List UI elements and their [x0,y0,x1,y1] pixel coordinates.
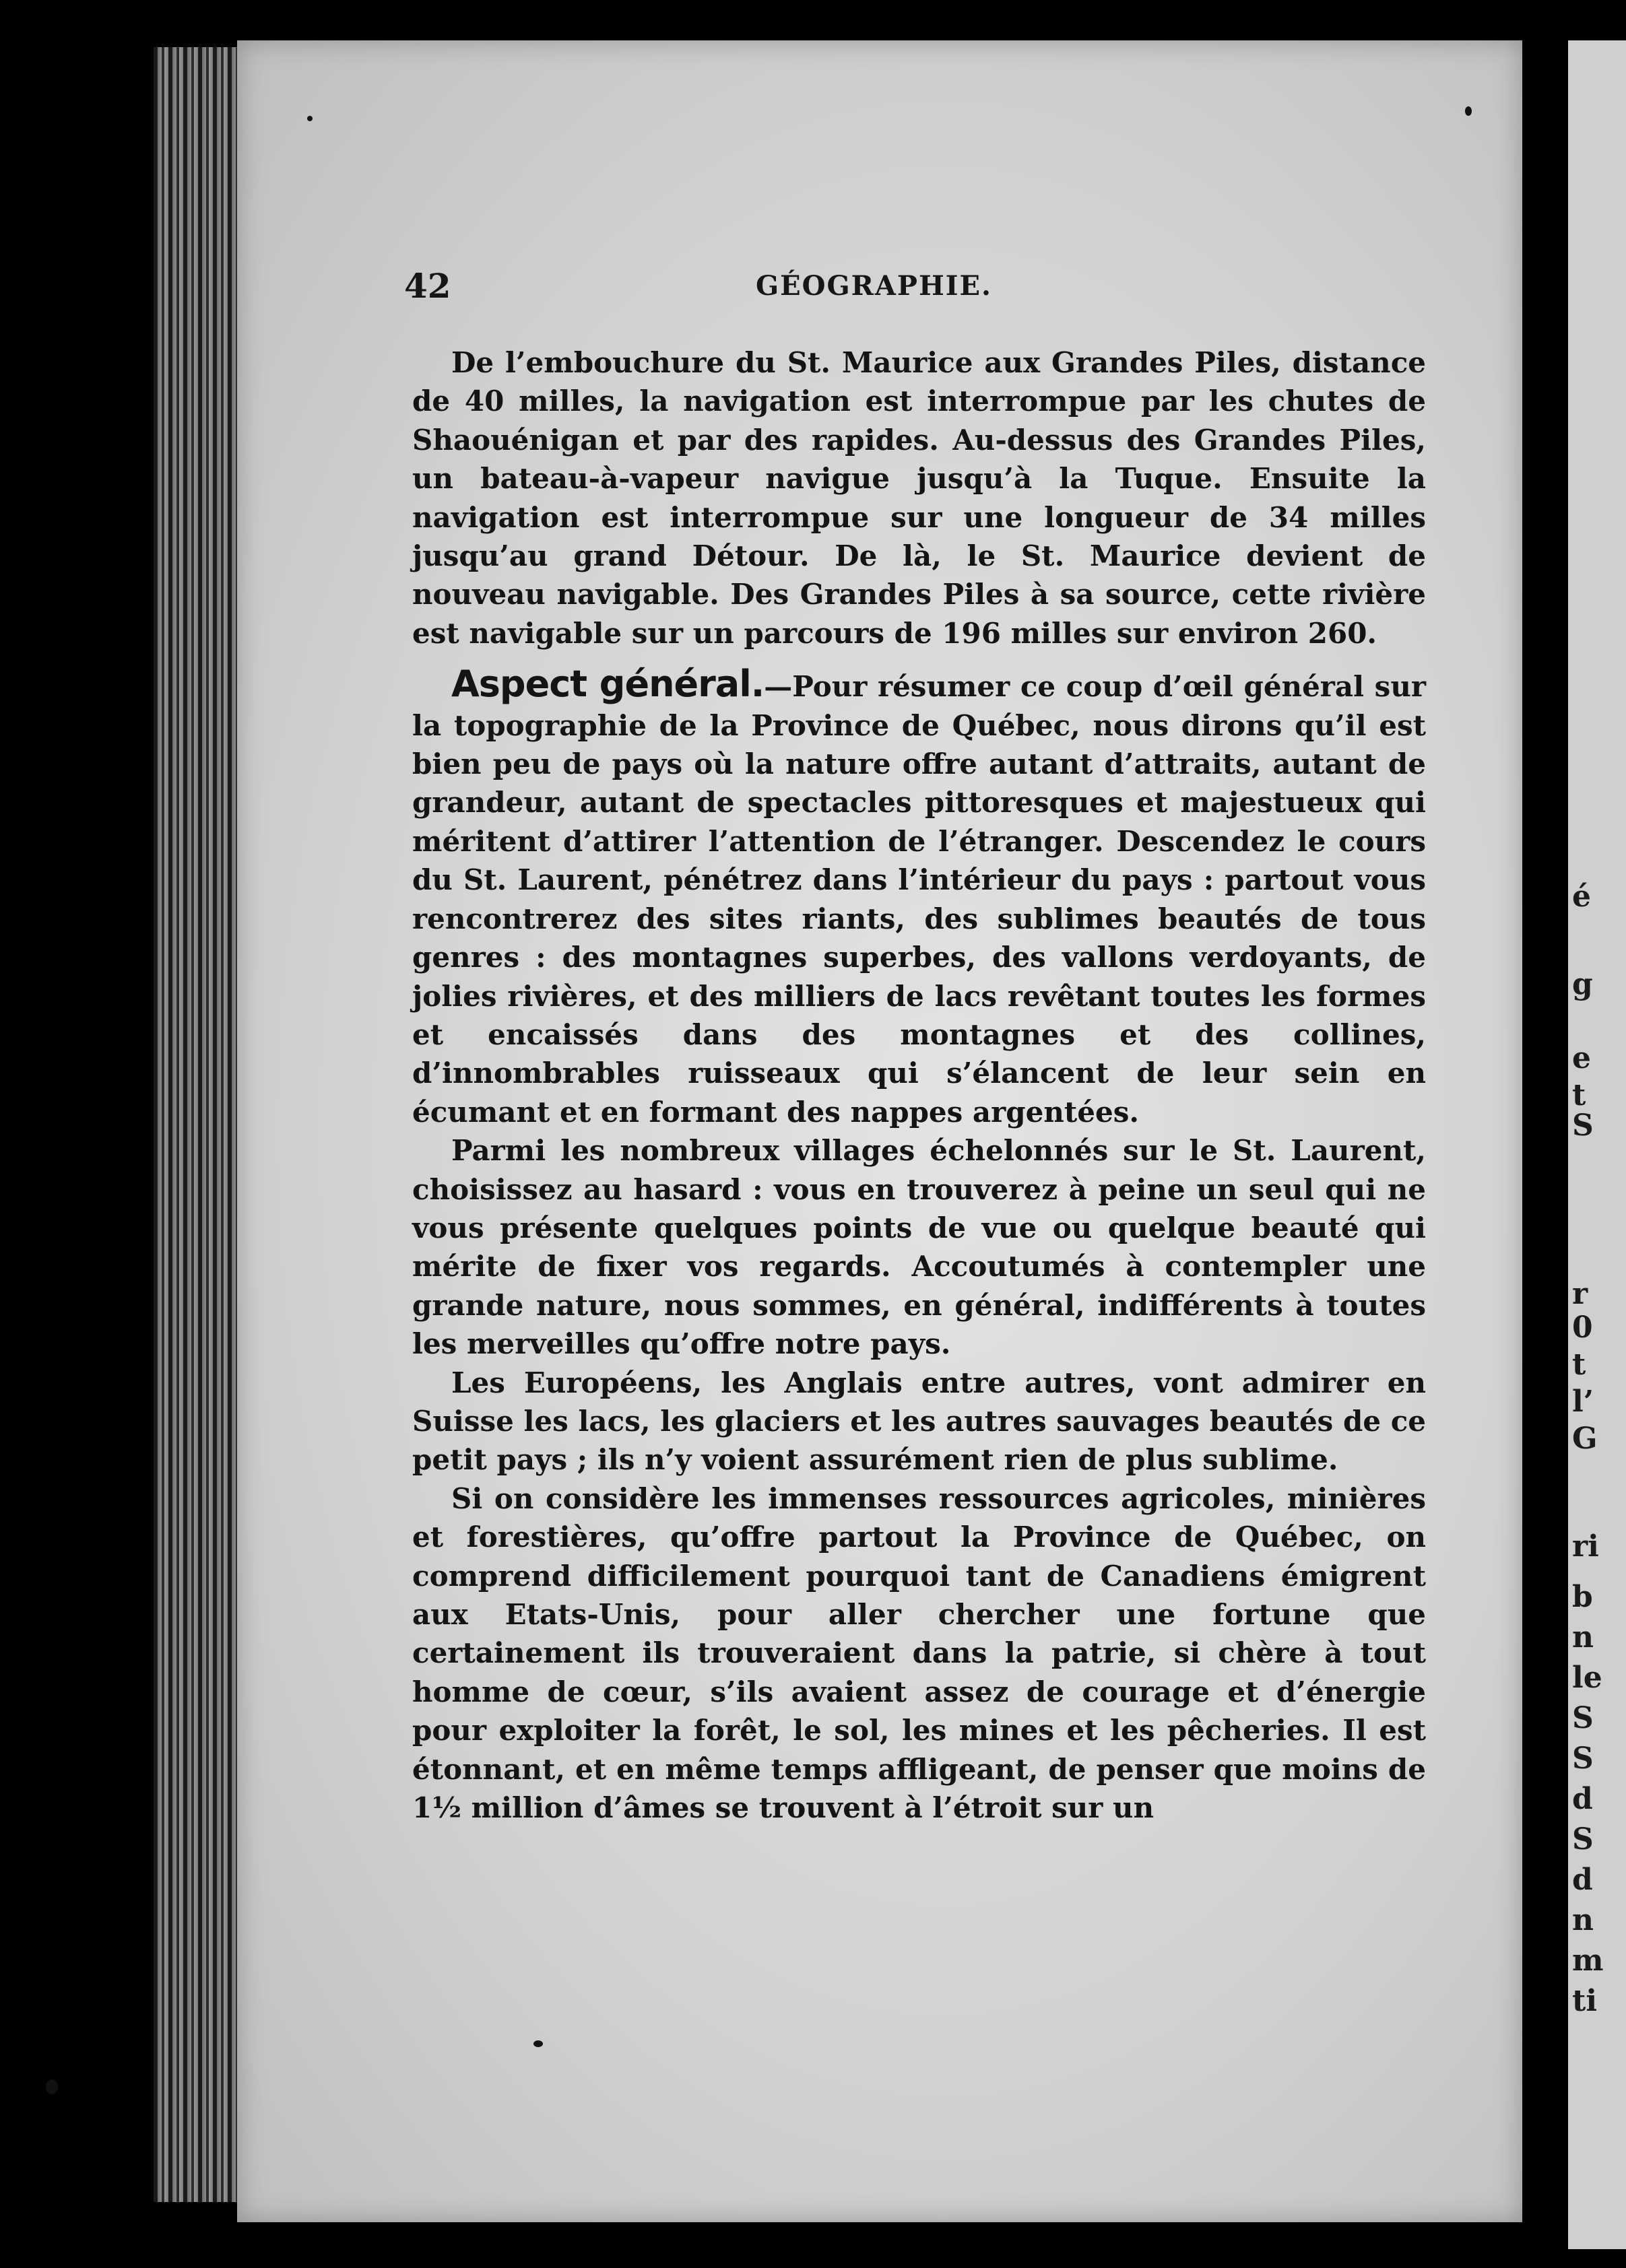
body-text [412,343,1426,1827]
facing-page-fragment: S [1572,1822,1594,1857]
facing-page-fragment: d [1572,1782,1593,1816]
facing-page-fragment: S [1572,1741,1594,1776]
paragraph: Les Européens, les Anglais entre autres, vont admirer en Suisse les lacs, les glaciers et les autres sauvages beautés de ce petit pays ; ils n’y voient assurément rien de plus sublime. [412,1366,1426,1477]
facing-page-fragment: m [1572,1943,1604,1978]
paragraph: Si on considère les immenses ressources agricoles, minières et forestières, qu’offre partout la Province de Québec, on comprend difficilement pourquoi tant de Canadiens émigrent aux Etats-Unis, pour aller chercher une fortune que certainement ils trouveraient dans la patrie, si chère à tout homme de cœur, s’ils avaient assez de courage et d’énergie pour exploiter la forêt, le sol, les mines et les pêcheries. Il est étonnant, et en même temps affligeant, de penser que moins de 1½ million d’âmes se trouvent à l’étroit sur un [412,1481,1426,1825]
section-paragraph [412,665,1426,1131]
facing-page-fragment: ri [1572,1529,1599,1564]
ink-speck [533,2040,543,2047]
page-heading: GÉOGRAPHIE. [756,270,992,302]
page-edge-stack [154,47,241,2202]
section-title: Aspect général. [451,663,765,706]
facing-page-fragment: é [1572,879,1591,914]
facing-page-fragment: S [1572,1701,1594,1735]
facing-page-fragment: ti [1572,1984,1598,2018]
facing-page-fragment: l’ [1572,1385,1594,1419]
page-number: 42 [404,266,451,306]
ink-speck [46,2079,58,2094]
facing-page-fragment: n [1572,1903,1594,1937]
facing-page-sliver [1568,40,1626,2249]
paragraph: De l’embouchure du St. Maurice aux Grandes Piles, distance de 40 milles, la navigation est interrompue par les chutes de Shaouénigan et par des rapides. Au-dessus des Grandes Piles, un bateau-à-vapeur navigue jusqu’à la Tuque. Ensuite la navigation est interrompue sur une longueur de 34 milles jusqu’au grand Détour. De là, le St. Maurice devient de nouveau navigable. Des Grandes Piles à sa source, cette rivière est navigable sur un parcours de 196 milles sur environ 260. [412,346,1426,650]
facing-page-fragment: 0 [1572,1310,1593,1345]
ink-speck [1465,106,1472,116]
facing-page-fragment: S [1572,1108,1594,1143]
facing-page-fragment: le [1572,1661,1602,1695]
facing-page-fragment: b [1572,1580,1593,1614]
facing-page-fragment: d [1572,1863,1593,1897]
facing-page-fragment: n [1572,1620,1594,1655]
facing-page-fragment: e [1572,1041,1591,1075]
paragraph: Parmi les nombreux villages échelonnés sur le St. Laurent, choisissez au hasard : vous en trouverez à peine un seul qui ne vous présente quelques points de vue ou quelque beauté qui mérite de fixer vos regards. Accoutumés à contempler une grande nature, nous sommes, en général, indifférents à toutes les merveilles qu’offre notre pays. [412,1134,1426,1361]
facing-page-fragment: t [1572,1078,1586,1112]
section-lead: —Pour résumer ce coup d’œil général sur la topographie de la Province de Québec, nous dirons qu’il est bien peu de pays où la nature offre autant d’attraits, autant de grandeur, autant de spectacles pittoresques et majestueux qui méritent d’attirer l’attention de l’étranger. Descendez le cours du St. Laurent, pénétrez dans l’intérieur du pays : partout vous rencontrerez des sites riants, des sublimes beautés de tous genres : des montagnes superbes, des vallons verdoyants, de jolies rivières, et des milliers de lacs revêtant toutes les formes et encaissés dans des montagnes et des collines, d’innombrables ruisseaux qui s’élancent de leur sein en écumant et en formant des nappes argentées. [412,670,1426,1129]
facing-page-fragment: g [1572,967,1593,1001]
ink-speck [307,116,313,121]
facing-page-fragment: G [1572,1422,1598,1456]
facing-page-fragment: r [1572,1277,1588,1311]
facing-page-fragment: t [1572,1347,1586,1382]
running-head [404,266,1414,313]
